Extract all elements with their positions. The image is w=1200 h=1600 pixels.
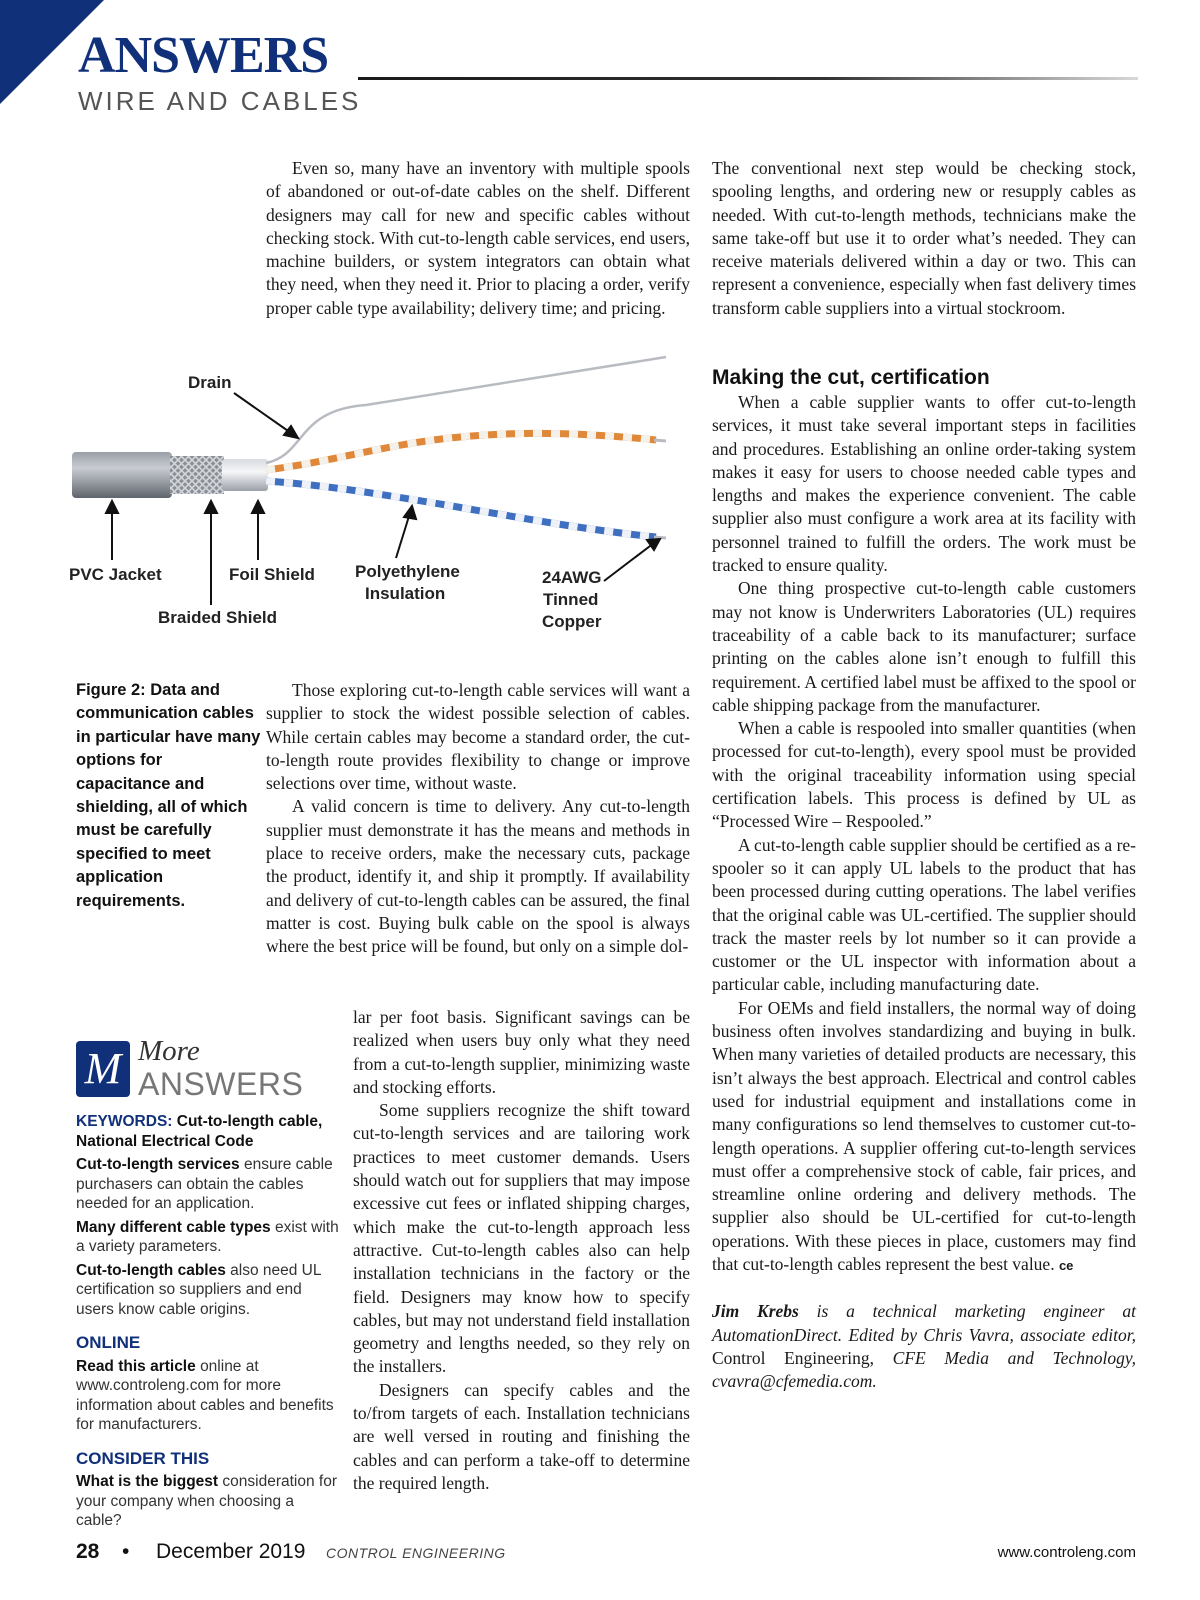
header-rule bbox=[358, 77, 1138, 80]
insulation-arrow bbox=[396, 513, 410, 558]
drain-arrow bbox=[234, 393, 291, 433]
section-heading: Making the cut, certification bbox=[712, 366, 990, 389]
copper-arrow bbox=[604, 543, 654, 581]
point-bold: Many different cable types bbox=[76, 1218, 271, 1236]
label-pvc-jacket: PVC Jacket bbox=[69, 565, 162, 584]
pvc-arrowhead bbox=[106, 501, 118, 513]
consider-body: consideration for your company when choosing a cable? bbox=[76, 1473, 337, 1529]
figure-caption: Figure 2: Data and communication cables in particular have many options for capacitance and shielding, all of which must be carefully specified to meet application requirements. bbox=[76, 681, 261, 910]
issue-date: December 2019 bbox=[156, 1540, 306, 1563]
m-logo-icon: M bbox=[76, 1041, 130, 1097]
paragraph: Designers can specify cables and the to/from targets of each. Installation technicians are well versed in routing and finishing the cables and can perform a take-off to determine the required length. bbox=[353, 1379, 690, 1493]
insulation-arrowhead bbox=[404, 506, 416, 519]
point-bold: Cut-to-length services bbox=[76, 1156, 240, 1173]
keywords-label: KEYWORDS: bbox=[76, 1113, 173, 1130]
keywords bbox=[76, 1112, 340, 1151]
author-name: Jim Krebs bbox=[712, 1301, 799, 1322]
column-a-narrow bbox=[353, 1006, 690, 1495]
footer-bullet: • bbox=[122, 1540, 130, 1563]
sidebar-point bbox=[76, 1218, 340, 1257]
paragraph: The conventional next step would be checking stock, spooling lengths, and ordering new or resupply cables as needed. With cut-to-length methods, technicians make the same take-off but use it to order what’s needed. They can receive materials delivered within a day or two. This can represent a convenience, especially when fast delivery times transform cable suppliers into a virtual stockroom. bbox=[712, 158, 1136, 318]
more-answers-logo bbox=[76, 1035, 336, 1102]
online-heading: ONLINE bbox=[76, 1333, 141, 1352]
consider-heading: CONSIDER THIS bbox=[76, 1448, 210, 1468]
point-text: also need UL certification so suppliers and end users know cable origins. bbox=[76, 1261, 321, 1318]
point-text: exist with a variety parameters. bbox=[76, 1218, 339, 1255]
answers-word: ANSWERS bbox=[138, 1066, 304, 1102]
sidebar-more-answers bbox=[76, 1112, 340, 1535]
label-insulation-2: Insulation bbox=[365, 584, 446, 603]
copper-tip bbox=[654, 440, 666, 441]
pvc-jacket bbox=[72, 452, 172, 498]
label-awg-1: 24AWG bbox=[542, 568, 602, 587]
copper-tip bbox=[654, 537, 666, 538]
paragraph: lar per foot basis. Significant savings can be realized when users buy only what they need from a cut-to-length supplier, minimizing waste and stocking efforts. bbox=[353, 1007, 690, 1097]
column-a-middle bbox=[266, 679, 690, 959]
website-url: www.controleng.com bbox=[997, 1544, 1136, 1561]
label-awg-3: Copper bbox=[542, 612, 602, 631]
section-subtitle: WIRE AND CABLES bbox=[78, 86, 362, 116]
section-title: ANSWERS bbox=[78, 27, 329, 84]
page-footer bbox=[76, 1540, 1136, 1570]
paragraph-last bbox=[712, 997, 1136, 1278]
paragraph: Even so, many have an inventory with multiple spools of abandoned or out-of-date cables on the shelf. Different designers may call for new and specific cables without checking stock. With cut-to-length cable services, end users, machine builders, or system integrators can obtain what they need, when they need it. Prior to placing a order, verify proper cable type availability; delivery time; and pricing. bbox=[266, 158, 690, 318]
label-awg-2: Tinned bbox=[543, 590, 599, 609]
keywords-text: Cut-to-length cable, National Electrical Code bbox=[76, 1113, 323, 1150]
author-role: is a technical marketing engineer at AutomationDirect. Edited by Chris Vavra, associate editor, bbox=[712, 1301, 1137, 1345]
foil-arrowhead bbox=[252, 501, 264, 513]
cable-diagram-figure bbox=[66, 355, 698, 655]
more-word: More bbox=[138, 1035, 200, 1067]
orange-pair-wire bbox=[266, 433, 656, 470]
column-b-top bbox=[712, 157, 1136, 320]
online-body: online at www.controleng.com for more information about cables and benefits for manufacturers. bbox=[76, 1357, 334, 1433]
publication-name: Control Engineering, bbox=[712, 1347, 875, 1368]
paragraph: Some suppliers recognize the shift toward cut-to-length services and are tailoring work practices to meet customer demands. Users should watch out for suppliers that may impose excessive cut fees or inflated shipping charges, which make the cut-to-length approach less attractive. Cut-to-length cables also can help installation technicians in the factory or the field. Designers may know how to specify cables, but may not understand field installation geometry and lengths needed, so they rely on the installers. bbox=[353, 1100, 690, 1377]
page-number: 28 bbox=[76, 1540, 100, 1563]
paragraph-text: For OEMs and field installers, the normal way of doing business often involves standardizing and buying in bulk. When many varieties of detailed products are necessary, this isn’t always the best approach. Electrical and control cables used for industrial equipment and installations come in many configurations so lend themselves to customer cut-to-length operations. A supplier offering cut-to-length services must offer a comprehensive stock of cable, fair prices, and streamline online ordering and delivery methods. The supplier also should be UL-certified for cut-to-length operations. With these pieces in place, customers may find that cut-to-length cables represent the best value. bbox=[712, 997, 1136, 1274]
consider-text bbox=[76, 1472, 340, 1531]
braid-arrowhead bbox=[205, 501, 217, 513]
label-drain: Drain bbox=[188, 373, 232, 392]
end-mark: ce bbox=[1058, 1257, 1074, 1273]
label-insulation-1: Polyethylene bbox=[355, 562, 460, 581]
paragraph: When a cable supplier wants to offer cut-to-length services, it must take several important steps in facilities and procedures. Establishing an online order-taking system makes it easy for users to choose needed cable types and lengths and makes the experience convenient. The cable supplier also must configure a work area at its facility with personnel trained to fulfill the orders. The work must be tracked to ensure quality. bbox=[712, 392, 1136, 576]
sidebar-point bbox=[76, 1261, 340, 1320]
paragraph: Those exploring cut-to-length cable services will want a supplier to stock the widest possible selection of cables. While certain cables may become a standard order, the cut-to-length route provides flexibility to change or improve selections over time, without waste. bbox=[266, 680, 690, 794]
company-contact: CFE Media and Technology, cvavra@cfemedia.com. bbox=[712, 1347, 1136, 1392]
foil-shield bbox=[222, 459, 268, 491]
paragraph: A valid concern is time to delivery. Any cut-to-length supplier must demonstrate it has the means and methods in place to receive orders, make the necessary cuts, package the product, identify it, and ship it promptly. If availability and delivery of cut-to-length cables can be assured, the final matter is cost. Buying bulk cable on the spool is always where the best price will be found, but only on a simple dol- bbox=[266, 796, 690, 957]
magazine-name: CONTROL ENGINEERING bbox=[326, 1545, 506, 1561]
paragraph: One thing prospective cut-to-length cable customers may not know is Underwriters Laboratories (UL) requires traceability of a cable back to its manufacturer; surface printing on the cables alone isn’t enough to fulfill this requirement. A certified label must be affixed to the spool or cable shipping package from the manufacturer. bbox=[712, 578, 1136, 715]
paragraph: A cut-to-length cable supplier should be certified as a re-spooler so it can apply UL labels to the product that has been processed during cutting operations. The label verifies that the original cable was UL-certified. The supplier should track the master reels by lot number so it can provide a customer or the UL inspector with information about a particular cable, including manufacturing date. bbox=[712, 834, 1136, 995]
consider-bold: What is the biggest bbox=[76, 1473, 219, 1490]
label-foil-shield: Foil Shield bbox=[229, 565, 315, 584]
column-b-section bbox=[712, 391, 1136, 1393]
column-a-top bbox=[266, 157, 690, 320]
paragraph: When a cable is respooled into smaller quantities (when processed for cut-to-length), every spool must be provided with the original traceability information using special certification labels. This process is defined by UL as “Processed Wire – Respooled.” bbox=[712, 718, 1136, 832]
copper-arrowhead bbox=[647, 539, 660, 550]
point-text: ensure cable purchasers can obtain the cables needed for an application. bbox=[76, 1156, 333, 1212]
author-byline bbox=[712, 1300, 1136, 1393]
online-bold: Read this article bbox=[76, 1357, 196, 1375]
drain-arrowhead bbox=[284, 426, 298, 438]
sidebar-point bbox=[76, 1155, 340, 1214]
braided-shield bbox=[170, 456, 224, 494]
point-bold: Cut-to-length cables bbox=[76, 1261, 226, 1279]
online-text bbox=[76, 1357, 340, 1435]
drain-wire bbox=[266, 357, 666, 463]
label-braided-shield: Braided Shield bbox=[158, 608, 278, 627]
